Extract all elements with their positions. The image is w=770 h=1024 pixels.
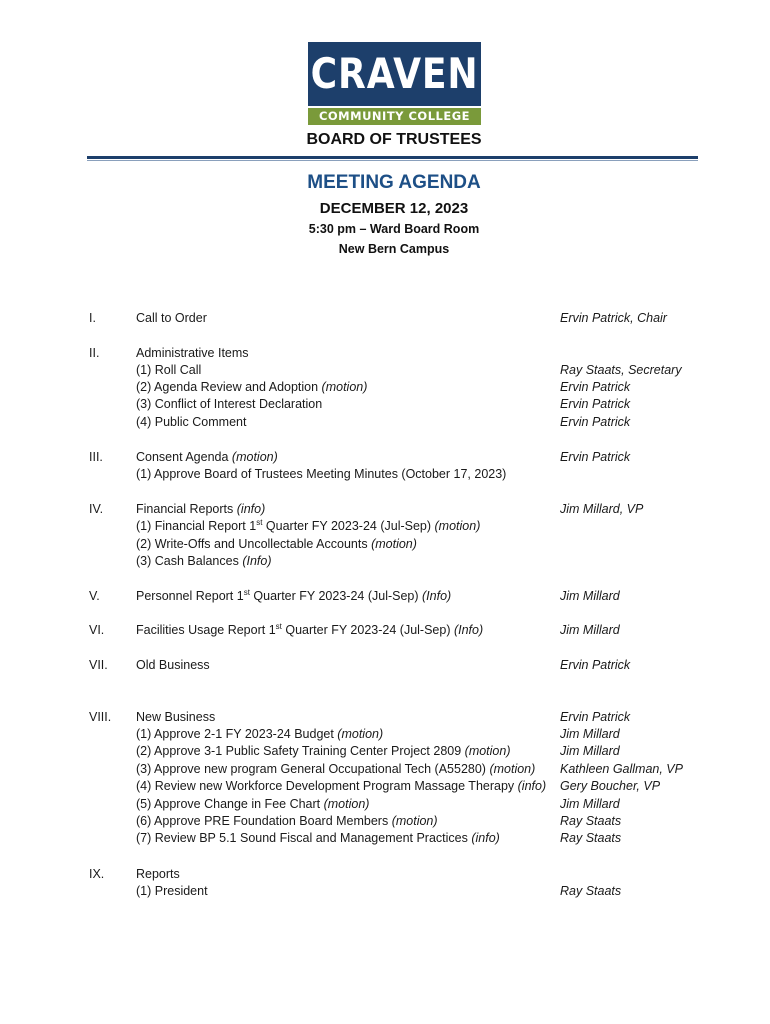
subitem-label: (1) Roll Call <box>136 363 202 377</box>
subitem-presenter: Jim Millard <box>560 797 620 811</box>
subitem-label: (3) Approve new program General Occupational Tech (A55280) (motion) <box>136 762 536 776</box>
meeting-campus: New Bern Campus <box>338 242 450 256</box>
meeting-date: DECEMBER 12, 2023 <box>319 200 469 217</box>
subitem-label: (2) Write-Offs and Uncollectable Accounts (motion) <box>136 537 417 551</box>
subitem-label: (3) Conflict of Interest Declaration <box>136 397 323 411</box>
subitem-label: (3) Cash Balances (Info) <box>136 554 272 568</box>
board-heading: BOARD OF TRUSTEES <box>306 131 482 148</box>
agenda-title: MEETING AGENDA <box>307 172 481 193</box>
item-presenter: Jim Millard, VP <box>560 502 644 516</box>
item-presenter: Ervin Patrick <box>560 450 631 464</box>
header-divider <box>87 156 698 159</box>
item-presenter: Ervin Patrick <box>560 658 631 672</box>
item-number: VI. <box>89 623 105 637</box>
item-number: V. <box>89 589 100 603</box>
subitem-label: (1) Approve Board of Trustees Meeting Minutes (October 17, 2023) <box>136 467 507 481</box>
item-number: IV. <box>89 502 104 516</box>
item-label: Call to Order <box>136 311 207 325</box>
subitem-label: (1) President <box>136 884 208 898</box>
item-number: II. <box>89 346 100 360</box>
item-label: Facilities Usage Report 1st Quarter FY 2023-24 (Jul-Sep) (Info) <box>136 621 484 637</box>
subitem-presenter: Ervin Patrick <box>560 397 631 411</box>
item-label: Reports <box>136 867 180 881</box>
item-label: Financial Reports (info) <box>136 502 266 516</box>
item-label: Old Business <box>136 658 210 672</box>
subitem-presenter: Ray Staats <box>560 831 622 845</box>
subitem-presenter: Jim Millard <box>560 727 620 741</box>
item-label: New Business <box>136 710 216 724</box>
logo-subtitle: COMMUNITY COLLEGE <box>318 108 471 123</box>
subitem-label: (7) Review BP 5.1 Sound Fiscal and Management Practices (info) <box>136 831 500 845</box>
item-presenter: Ervin Patrick, Chair <box>560 311 667 325</box>
subitem-label: (2) Approve 3-1 Public Safety Training Center Project 2809 (motion) <box>136 744 511 758</box>
item-number: III. <box>89 450 103 464</box>
subitem-label: (5) Approve Change in Fee Chart (motion) <box>136 797 370 811</box>
subitem-presenter: Kathleen Gallman, VP <box>560 762 683 776</box>
item-presenter: Ervin Patrick <box>560 710 631 724</box>
header-divider-shadow <box>87 160 698 161</box>
subitem-presenter: Ray Staats, Secretary <box>560 363 682 377</box>
item-number: I. <box>89 311 96 325</box>
item-presenter: Jim Millard <box>560 589 620 603</box>
item-number: VIII. <box>89 710 112 724</box>
item-number: VII. <box>89 658 108 672</box>
subitem-label: (2) Agenda Review and Adoption (motion) <box>136 380 368 394</box>
subitem-label: (4) Public Comment <box>136 415 247 429</box>
item-label: Personnel Report 1st Quarter FY 2023-24 (Jul-Sep) (Info) <box>136 587 452 603</box>
subitem-presenter: Ray Staats <box>560 814 622 828</box>
subitem-label: (4) Review new Workforce Development Program Massage Therapy (info) <box>136 779 547 793</box>
subitem-presenter: Ervin Patrick <box>560 415 631 429</box>
subitem-label: (1) Financial Report 1st Quarter FY 2023-24 (Jul-Sep) (motion) <box>136 517 481 533</box>
logo-subtitle-band <box>308 108 481 125</box>
logo-wordmark-panel <box>308 42 481 106</box>
subitem-label: (1) Approve 2-1 FY 2023-24 Budget (motion) <box>136 727 384 741</box>
logo-wordmark: CRAVEN <box>310 49 479 98</box>
subitem-label: (6) Approve PRE Foundation Board Members (motion) <box>136 814 438 828</box>
subitem-presenter: Ray Staats <box>560 884 622 898</box>
subitem-presenter: Gery Boucher, VP <box>560 779 661 793</box>
college-logo <box>308 42 481 125</box>
item-label: Consent Agenda (motion) <box>136 450 278 464</box>
subitem-presenter: Jim Millard <box>560 744 620 758</box>
meeting-time-location: 5:30 pm – Ward Board Room <box>308 222 480 236</box>
item-presenter: Jim Millard <box>560 623 620 637</box>
item-label: Administrative Items <box>136 346 249 360</box>
item-number: IX. <box>89 867 105 881</box>
subitem-presenter: Ervin Patrick <box>560 380 631 394</box>
